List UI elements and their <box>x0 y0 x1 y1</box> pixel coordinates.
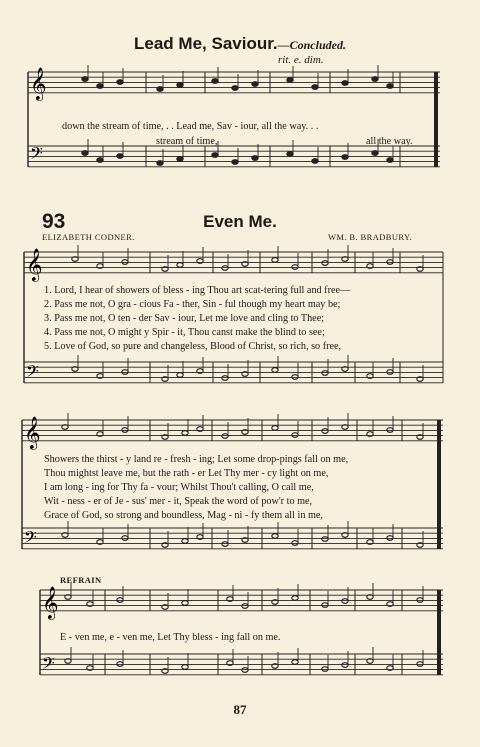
note <box>292 375 298 380</box>
note <box>342 663 348 668</box>
note <box>177 373 183 378</box>
note <box>177 263 183 268</box>
note <box>272 368 278 373</box>
page-number: 87 <box>233 702 247 717</box>
note <box>312 159 318 164</box>
note <box>292 596 298 601</box>
note <box>212 153 218 158</box>
note <box>232 160 238 165</box>
note <box>342 155 348 160</box>
note <box>157 161 163 166</box>
refrain-label: REFRAIN <box>60 575 102 585</box>
author-credit: ELIZABETH CODNER. <box>42 232 135 242</box>
note <box>272 258 278 263</box>
dynamics-marking: rit. e. dim. <box>278 54 324 66</box>
hymn-number: 93 <box>42 210 66 233</box>
treble-clef-icon: 𝄞 <box>26 248 43 281</box>
note <box>117 154 123 159</box>
note <box>97 84 103 89</box>
verse-5-line-2: Grace of God, so strong and boundless, Mag - ni - fy them all in me, <box>44 510 323 521</box>
final-barline <box>434 72 438 167</box>
note <box>292 660 298 665</box>
note <box>182 665 188 670</box>
verse-1-line-2: Showers the thirst - y land re - fresh - ing; Let some drop-pings fall on me, <box>44 454 349 465</box>
note <box>182 431 188 436</box>
lyric-line: all the way. <box>366 136 413 147</box>
note <box>292 433 298 438</box>
final-barline <box>437 420 441 549</box>
note <box>287 78 293 83</box>
note <box>157 87 163 92</box>
treble-clef-icon: 𝄞 <box>24 416 41 449</box>
composer-credit: WM. B. BRADBURY. <box>328 232 412 242</box>
lyric-line: stream of time, <box>156 136 218 147</box>
bass-clef-icon: 𝄢 <box>42 653 55 677</box>
bass-staff <box>24 362 443 383</box>
verse-2-line-1: 2. Pass me not, O gra - cious Fa - ther, Sin - ful though my heart may be; <box>44 299 341 310</box>
note <box>322 429 328 434</box>
note <box>212 79 218 84</box>
bass-staff <box>22 528 443 549</box>
note <box>322 371 328 376</box>
note <box>272 426 278 431</box>
verse-4-line-2: Wit - ness - er of Je - sus' mer - it, Speak the word of pow'r to me, <box>44 496 313 507</box>
bass-clef-icon: 𝄢 <box>30 143 43 167</box>
note <box>322 667 328 672</box>
note <box>182 601 188 606</box>
note <box>322 261 328 266</box>
note <box>117 80 123 85</box>
note <box>387 84 393 89</box>
note <box>177 157 183 162</box>
note <box>292 265 298 270</box>
lyric-line: down the stream of time, . . Lead me, Sav - iour, all the way. . . <box>62 121 319 132</box>
treble-staff <box>24 252 443 273</box>
verse-3-line-1: 3. Pass me not, O ten - der Sav - iour, Let me love and cling to Thee; <box>44 313 325 324</box>
bass-clef-icon: 𝄢 <box>26 361 39 385</box>
note <box>182 539 188 544</box>
bass-clef-icon: 𝄢 <box>24 527 37 551</box>
note <box>82 151 88 156</box>
note <box>287 152 293 157</box>
verse-3-line-2: I am long - ing for Thy fa - vour; Whilst Thou't calling, O call me, <box>44 482 314 493</box>
treble-staff <box>40 590 443 611</box>
note <box>82 77 88 82</box>
verse-5-line-1: 5. Love of God, so pure and changeless, Blood of Christ, so rich, so free, <box>44 341 342 352</box>
note <box>312 85 318 90</box>
note <box>252 156 258 161</box>
note <box>322 537 328 542</box>
note <box>322 603 328 608</box>
hymn-title: Even Me. <box>203 212 277 231</box>
concluded-label: —Concluded. <box>277 38 346 52</box>
treble-clef-icon: 𝄞 <box>42 586 59 619</box>
verse-2-line-2: Thou mightst leave me, but the rath - er Let Thy mer - cy light on me, <box>44 468 329 479</box>
note <box>372 77 378 82</box>
note <box>177 83 183 88</box>
final-barline <box>437 590 441 675</box>
note <box>252 82 258 87</box>
hymn-title-concluded: Lead Me, Saviour. <box>134 34 278 53</box>
treble-staff <box>22 420 443 441</box>
note <box>272 534 278 539</box>
note <box>387 158 393 163</box>
bass-staff <box>40 654 443 675</box>
verse-1-line-1: 1. Lord, I hear of showers of bless - ing Thou art scat-tering full and free— <box>44 285 351 296</box>
note <box>97 158 103 163</box>
note <box>342 599 348 604</box>
note <box>232 86 238 91</box>
note <box>292 541 298 546</box>
note <box>372 151 378 156</box>
refrain-lyric: E - ven me, e - ven me, Let Thy bless - ing fall on me. <box>60 632 281 643</box>
verse-4-line-1: 4. Pass me not, O might y Spir - it, Thou canst make the blind to see; <box>44 327 325 338</box>
note <box>342 81 348 86</box>
treble-clef-icon: 𝄞 <box>30 67 47 100</box>
